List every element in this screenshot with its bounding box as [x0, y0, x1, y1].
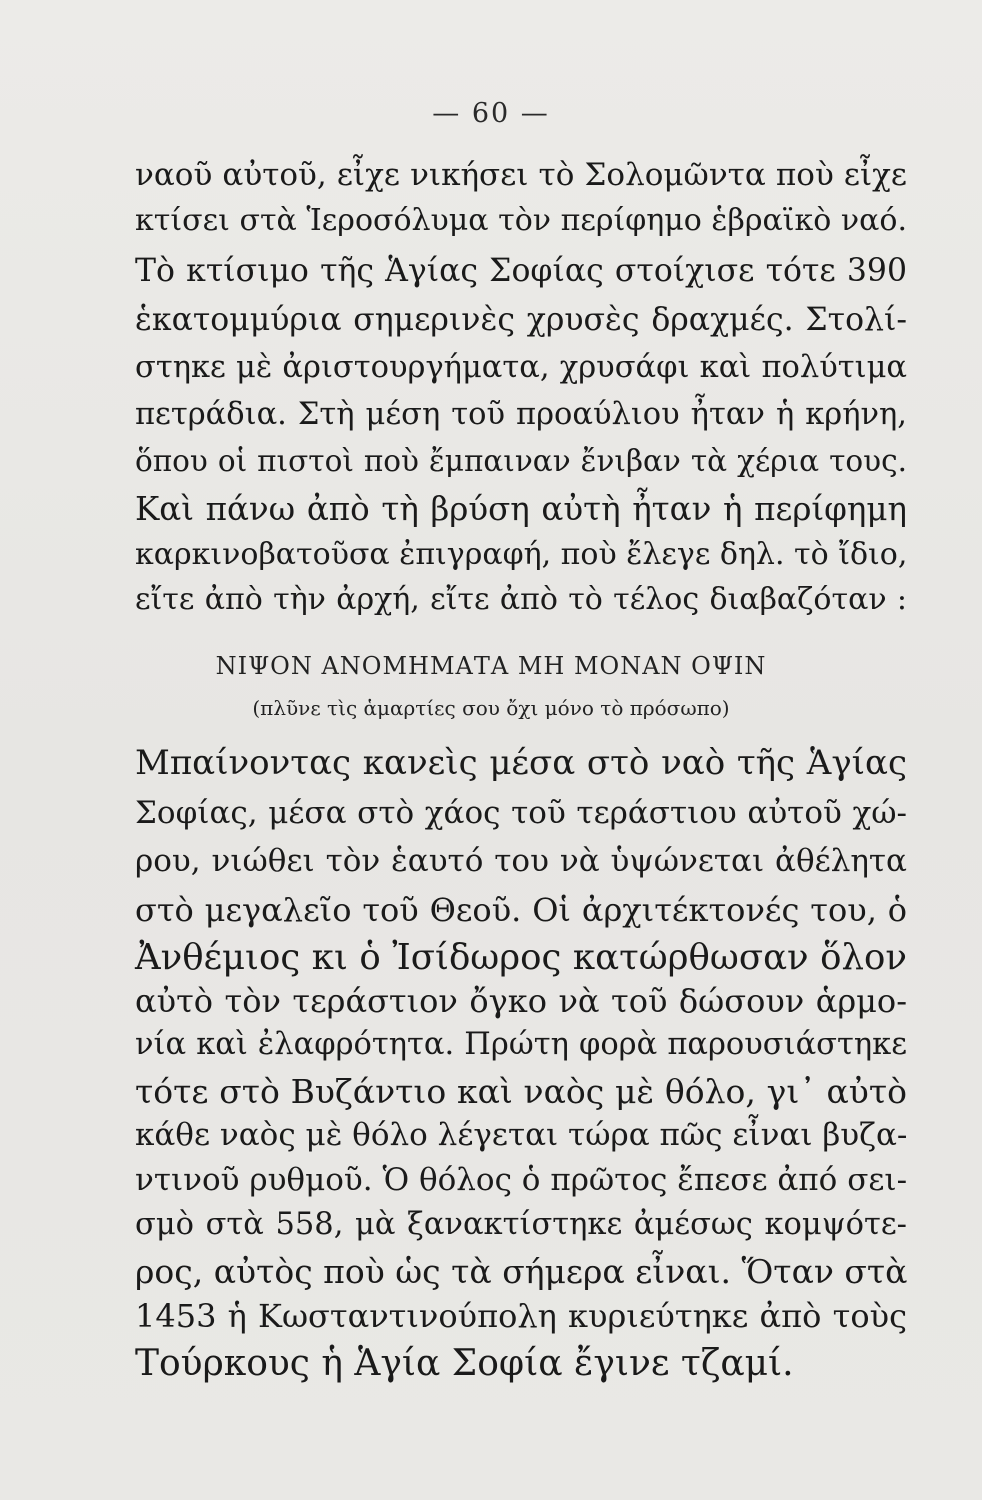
text-line: Μπαίνοντας κανεὶς μέσα στὸ ναὸ τῆς Ἁγίας	[135, 743, 907, 783]
text-line: Τὸ κτίσιμο τῆς Ἁγίας Σοφίας στοίχισε τότε 390	[135, 253, 907, 289]
text-line: εἴτε ἀπὸ τὴν ἀρχή, εἴτε ἀπὸ τὸ τέλος διαβαζόταν :	[135, 582, 907, 617]
text-line: Καὶ πάνω ἀπὸ τὴ βρύση αὐτὴ ἦταν ἡ περίφημη	[135, 490, 907, 528]
text-line: καρκινοβατοῦσα ἐπιγραφή, ποὺ ἔλεγε δηλ. τὸ ἴδιο,	[135, 537, 908, 572]
text-line: ντινοῦ ρυθμοῦ. Ὁ θόλος ὁ πρῶτος ἔπεσε ἀπό σει-	[135, 1162, 908, 1198]
text-line: ὅπου οἱ πιστοὶ ποὺ ἔμπαιναν ἔνιβαν τὰ χέρια τους.	[135, 444, 907, 478]
text-line: ναοῦ αὐτοῦ, εἶχε νικήσει τὸ Σολομῶντα ποὺ εἶχε	[135, 157, 907, 193]
text-line: σμὸ στὰ 558, μὰ ξανακτίστηκε ἀμέσως κομψότε-	[135, 1207, 907, 1242]
text-line: ἑκατομμύρια σημερινὲς χρυσὲς δραχμές. Στολί-	[135, 302, 907, 338]
text-line: κτίσει στὰ Ἱεροσόλυμα τὸν περίφημο ἑβραϊκὸ ναό.	[135, 203, 907, 238]
paragraph-1	[135, 157, 908, 617]
text-line: ρος, αὐτὸς ποὺ ὡς τὰ σήμερα εἶναι. Ὅταν στὰ	[135, 1252, 908, 1291]
text-line: πετράδια. Στὴ μέση τοῦ προαύλιου ἦταν ἡ κρήνη,	[135, 397, 907, 432]
text-line: στηκε μὲ ἀριστουργήματα, χρυσάφι καὶ πολύτιμα	[135, 350, 907, 385]
text-line: 1453 ἡ Κωσταντινούπολη κυριεύτηκε ἀπὸ τοὺς	[135, 1297, 907, 1335]
page-number: — 60 —	[432, 98, 550, 129]
text-line: στὸ μεγαλεῖο τοῦ Θεοῦ. Οἱ ἀρχιτέκτονές του, ὁ	[135, 891, 907, 929]
text-line: Σοφίας, μέσα στὸ χάος τοῦ τεράστιου αὐτοῦ χώ-	[135, 795, 907, 831]
text-line: ρου, νιώθει τὸν ἑαυτό του νὰ ὑψώνεται ἀθέλητα	[135, 843, 907, 879]
inscription-translation: (πλῦνε τὶς ἁμαρτίες σου ὄχι μόνο τὸ πρόσωπο)	[252, 696, 730, 720]
inscription: ΝΙΨΟΝ ΑΝΟΜΗΜΑΤΑ ΜΗ ΜΟΝΑΝ ΟΨΙΝ	[215, 652, 767, 680]
text-line: κάθε ναὸς μὲ θόλο λέγεται τώρα πῶς εἶναι βυζα-	[135, 1117, 908, 1153]
text-line: Ἀνθέμιος κι ὁ Ἰσίδωρος κατώρθωσαν ὅλον	[135, 937, 907, 978]
text-line: Τούρκους ἡ Ἁγία Σοφία ἔγινε τζαμί.	[135, 1343, 794, 1384]
paragraph-2	[135, 743, 908, 1384]
text-line: τότε στὸ Βυζάντιο καὶ ναὸς μὲ θόλο, γι᾽ αὐτὸ	[135, 1072, 907, 1111]
text-line: αὐτὸ τὸν τεράστιον ὄγκο νὰ τοῦ δώσουν ἁρμο-	[135, 982, 907, 1020]
text-line: νία καὶ ἐλαφρότητα. Πρώτη φορὰ παρουσιάστηκε	[135, 1027, 907, 1062]
